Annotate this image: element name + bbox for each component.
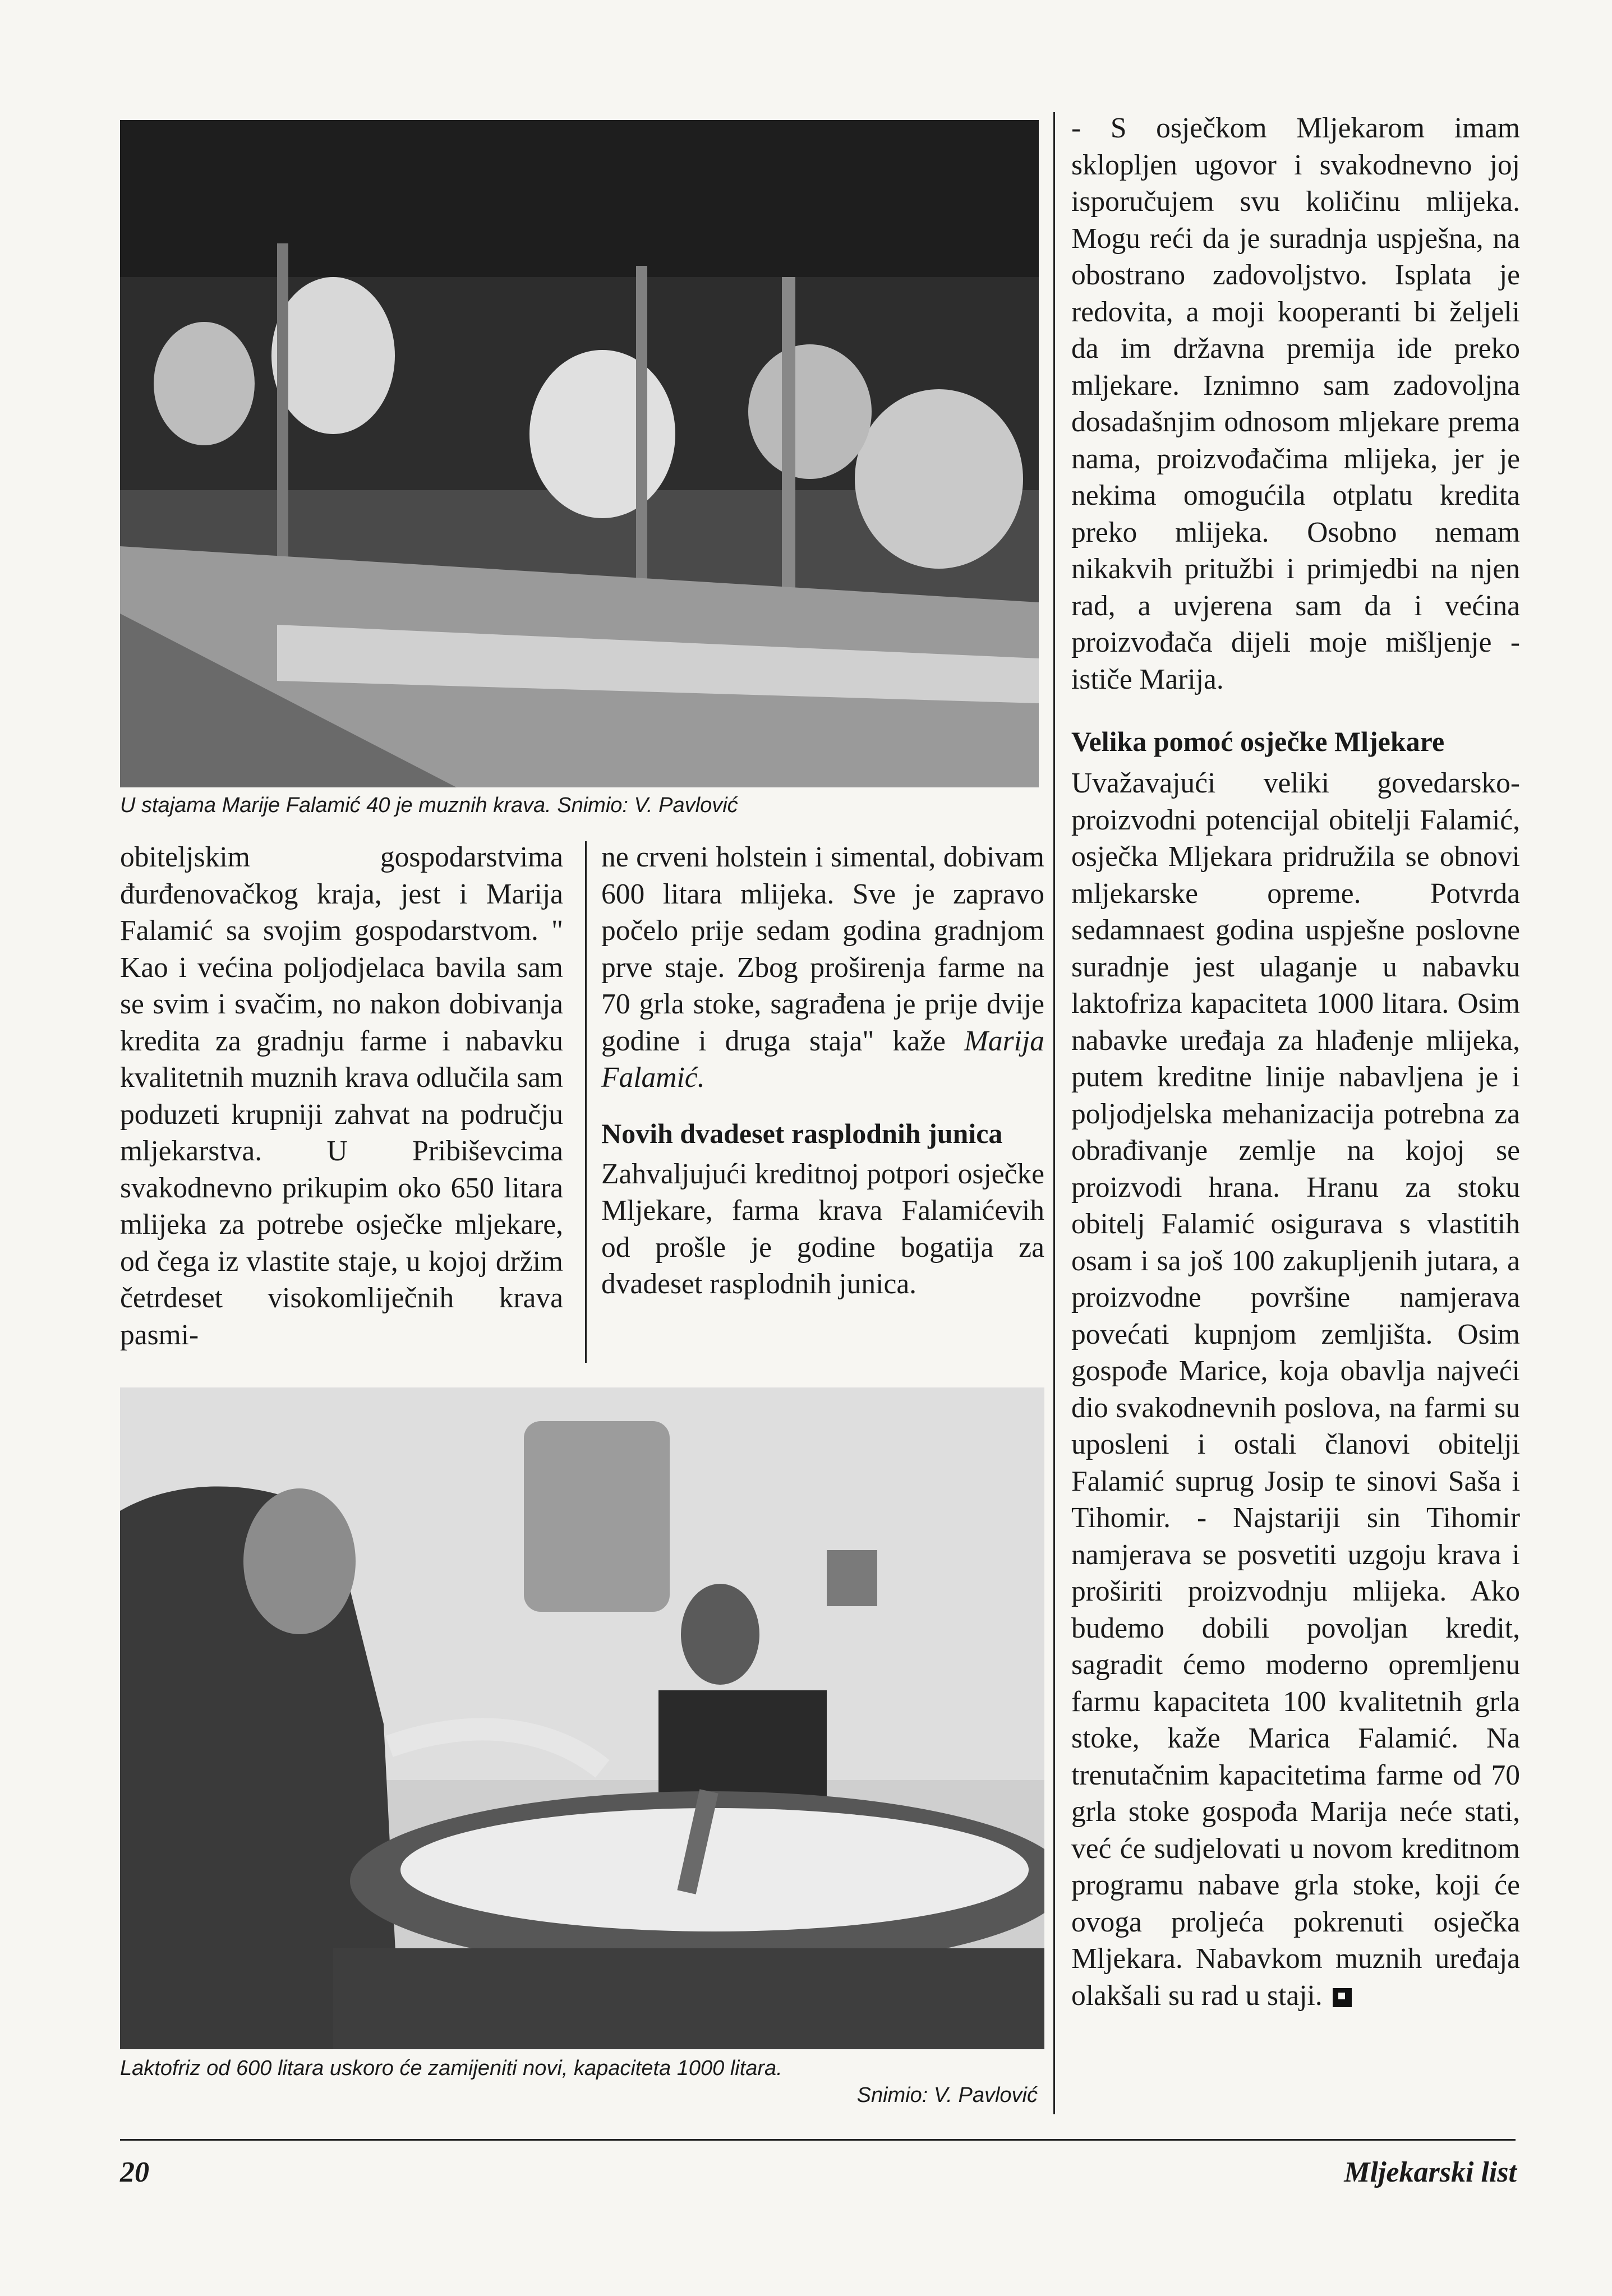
- photo-top-caption: U stajama Marije Falamić 40 je muznih krava. Snimio: V. Pavlović: [120, 794, 738, 817]
- column-2-paragraph-2: Zahvaljujući kreditnoj potpori osječke Mljekare, farma krava Falamićevih od prošle je godine bogatija za dvadeset rasplodnih junica.: [601, 1158, 1044, 1300]
- photo-cows-stable: [120, 120, 1039, 787]
- photo-laktofriz-illustration: [120, 1387, 1044, 2049]
- column-2-text: [601, 839, 1044, 1303]
- photo-bottom-caption-line-1: Laktofriz od 600 litara uskoro će zamijeniti novi, kapaciteta 1000 litara.: [120, 2057, 782, 2080]
- photo-laktofriz: [120, 1387, 1044, 2049]
- column-3-paragraph-2: Uvažavajući veliki govedarsko-proizvodni potencijal obitelji Falamić, osječka Mljekara pridružila se obnovi mljekarske opreme. Potvrda sedamnaest godina uspješne poslovne suradnje jest ulaganje u nabavku laktofriza kapaciteta 1000 litara. Osim nabavke uređaja za hlađenje mlijeka, putem kreditne linije nabavljena je i poljodjelska mehanizacija potrebna za obrađivanje zemlje na kojoj se proizvodi hrana. Hranu za stoku obitelj Falamić osigurava s vlastitih osam i sa još 100 zakupljenih jutara, a proizvodne površine namjerava povećati kupnjom zemljišta. Osim gospođe Marice, koja obavlja najveći dio svakodnevnih poslova, na farmi su uposleni i ostali članovi obitelji Falamić suprug Josip te sinovi Saša i Tihomir. - Najstariji sin Tihomir namjerava se posvetiti uzgoju krava i proširiti proizvodnju mlijeka. Ako budemo dobili povoljan kredit, sagradit ćemo moderno opremljenu farmu kapaciteta 100 kvalitetnih grla stoke, kaže Marica Falamić. Na trenutačnim kapacitetima farme od 70 grla stoke gospođa Marija neće stati, već će sudjelovati u novom kreditnom programu nabave grla stoke, koji će ovoga proljeća pokrenuti osječka Mljekara. Nabavkom muznih uređaja olakšali su rad u staji.: [1071, 767, 1520, 2012]
- column-3-text: [1071, 110, 1520, 2014]
- footer-rule: [120, 2139, 1516, 2141]
- column-1-paragraph: obiteljskim gospodarstvima đurđenovačkog kraja, jest i Marija Falamić sa svojim gospodarstvom. " Kao i većina poljodjelaca bavila sam se svim i svačim, no nakon dobivanja kredita za gradnju farme i nabavku kvalitetnih muznih krava odlučila sam poduzeti krupniji zahvat na području mljekarstva. U Pribiševcima svakodnevno prikupim oko 650 litara mlijeka za potrebe osječke mljekare, od čega iz vlastite staje, u kojoj držim četrdeset visokomliječnih krava pasmi-: [120, 841, 563, 1351]
- column-divider-1: [585, 841, 587, 1363]
- subhead-velika-pomoc: Velika pomoć osječke Mljekare: [1071, 726, 1445, 757]
- page-number: 20: [120, 2156, 149, 2188]
- column-divider-2: [1053, 112, 1055, 2114]
- photo-bottom-caption: [120, 2055, 1038, 2109]
- column-1-text: [120, 839, 563, 1372]
- photo-cows-illustration: [120, 120, 1039, 787]
- publication-name: Mljekarski list: [1344, 2156, 1517, 2188]
- article-end-icon: [1333, 1988, 1352, 2007]
- photo-bottom-credit: Snimio: V. Pavlović: [856, 2083, 1038, 2107]
- column-2-paragraph-1: ne crveni holstein i simental, dobivam 600 litara mlijeka. Sve je zapravo počelo prije sedam godina gradnjom prve staje. Zbog proširenja farme na 70 grla stoke, sagrađena je prije dvije godine i druga staja" kaže: [601, 841, 1044, 1057]
- subhead-junice: Novih dvadeset rasplodnih junica: [601, 1117, 1003, 1149]
- person-name: Marija Falamić.: [601, 1025, 1044, 1094]
- column-3-paragraph-1: - S osječkom Mljekarom imam sklopljen ugovor i svakodnevno joj isporučujem svu količinu mlijeka. Mogu reći da je suradnja uspješna, na obostrano zadovoljstvo. Isplata je redovita, a moji kooperanti bi željeli da im državna premija ide preko mljekare. Iznimno sam zadovoljna dosadašnjim odnosom mljekare prema nama, proizvođačima mlijeka, jer je nekima omogućila otplatu kredita preko mlijeka. Osobno nemam nikakvih pritužbi i primjedbi na njen rad, a uvjerena sam da i većina proizvođača dijeli moje mišljenje - ističe Marija.: [1071, 112, 1520, 695]
